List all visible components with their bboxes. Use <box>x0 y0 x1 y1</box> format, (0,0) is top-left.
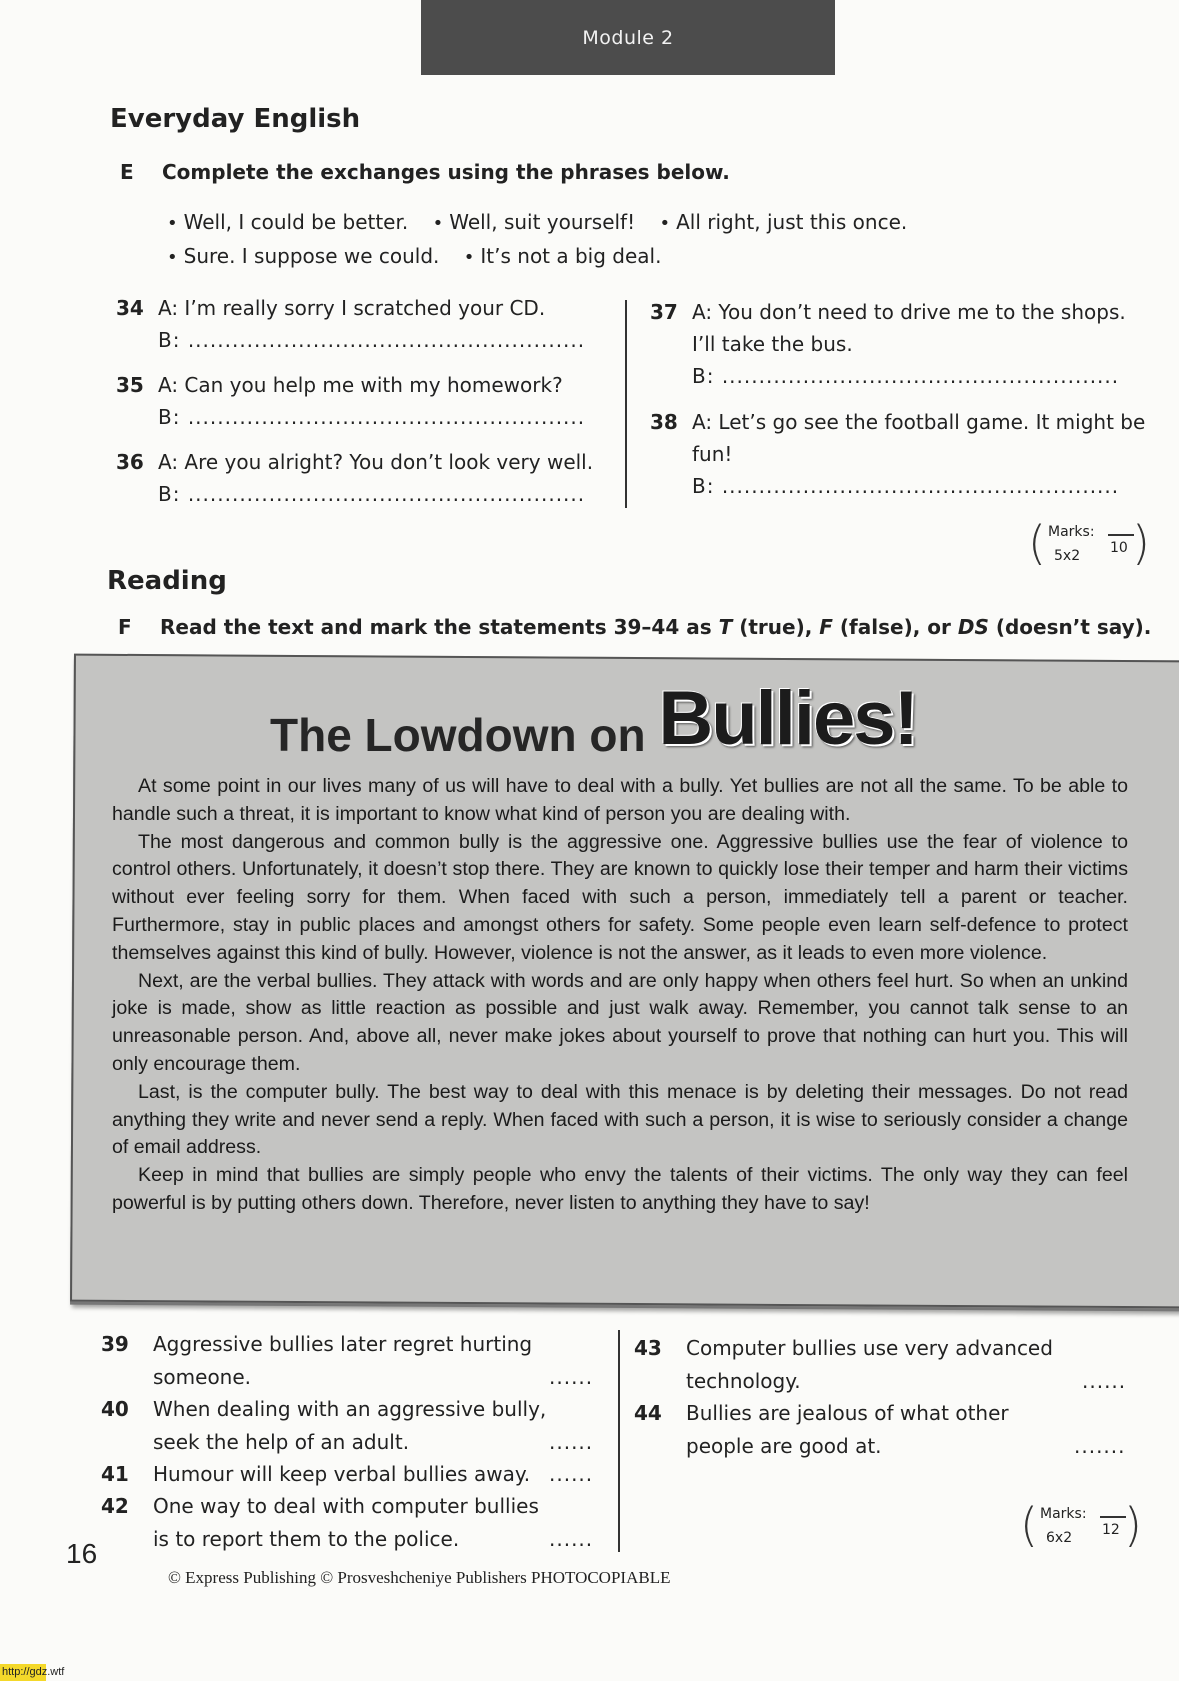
section-title-reading: Reading <box>107 566 227 596</box>
statement-text-cont: is to report them to the police. <box>153 1526 460 1551</box>
marks-blank[interactable] <box>1100 1516 1126 1518</box>
answer-blank[interactable]: ....... <box>1074 1434 1126 1458</box>
answer-line-b[interactable]: B: ...................................................... <box>158 328 586 352</box>
marks-box-f: ( Marks: 6x2 12 ) <box>1020 1498 1142 1552</box>
section-title-everyday-english: Everyday English <box>110 104 361 134</box>
phrase: It’s not a big deal. <box>480 244 662 268</box>
phrase: Well, I could be better. <box>183 210 409 234</box>
article-title <box>270 675 1030 762</box>
statement-39 <box>101 1328 601 1398</box>
article-title-big: Bullies! <box>658 676 917 761</box>
exchange-a-cont: I’ll take the bus. <box>692 332 853 356</box>
statement-text: When dealing with an aggressive bully, <box>153 1397 547 1421</box>
exchange-a: A: Can you help me with my homework? <box>158 373 563 397</box>
marks-multiplier: 5x2 <box>1054 548 1081 564</box>
article-paragraph: The most dangerous and common bully is the aggressive one. Aggressive bullies use the fear of violence to control others. Unfortunately, it doesn’t stop there. They are known to quickly lose their temper and harm their victims without ever feeling sorry for them. When faced with such a person, immediately tell a parent or teacher. Furthermore, stay in public places and amongst others for safety. Some people even learn self-defence to protect themselves against this kind of bully. However, violence is not the answer, as it leads to even more violence. <box>112 830 1128 964</box>
statement-text-cont: seek the help of an adult. <box>153 1429 410 1454</box>
answer-blank[interactable]: ...... <box>549 1527 594 1551</box>
watermark-link[interactable]: http://gdz.wtf <box>0 1664 46 1681</box>
marks-blank[interactable] <box>1108 534 1134 536</box>
exchange-number: 37 <box>650 300 678 324</box>
statement-text-cont: someone. <box>153 1364 252 1389</box>
page-number: 16 <box>66 1538 98 1569</box>
statement-number: 40 <box>101 1397 129 1421</box>
answer-blank[interactable]: ...... <box>549 1430 594 1454</box>
copyright-notice: © Express Publishing © Prosveshcheniye Publishers PHOTOCOPIABLE <box>168 1568 671 1587</box>
answer-blank[interactable]: ...... <box>549 1462 594 1486</box>
answer-line-b[interactable]: B: ...................................................... <box>158 482 586 506</box>
statement-number: 44 <box>634 1401 662 1425</box>
marks-multiplier: 6x2 <box>1046 1530 1073 1546</box>
exchange-34 <box>116 292 616 356</box>
instruction-f: F Read the text and mark the statements 39–44 as T (true), F (false), or DS (doesn’t say). <box>118 615 1152 639</box>
exchange-a: A: Are you alright? You don’t look very well. <box>158 450 594 474</box>
article-paragraph: Next, are the verbal bullies. They attack with words and are only happy when others feel hurt. So when an unkind joke is made, show as little reaction as possible and just walk away. Remember, you cannot talk sense to an unreasonable person. And, above all, never make jokes about yourself to prove that nothing can hurt you. This will only encourage them. <box>112 969 1128 1075</box>
column-divider <box>618 1330 620 1552</box>
statement-text: Computer bullies use very advanced <box>686 1336 1053 1360</box>
phrases-row-2 <box>167 244 679 268</box>
statement-number: 43 <box>634 1336 662 1360</box>
exchange-38 <box>650 406 1150 502</box>
phrase: All right, just this once. <box>676 210 908 234</box>
statement-43 <box>634 1332 1144 1402</box>
module-header <box>421 0 835 75</box>
exchange-number: 34 <box>116 296 144 320</box>
answer-blank[interactable]: ...... <box>1082 1369 1127 1393</box>
instruction-text: Complete the exchanges using the phrases below. <box>162 160 730 184</box>
exchange-36 <box>116 446 616 510</box>
bullet-icon: • <box>167 247 178 268</box>
statement-text-cont: technology. <box>686 1368 801 1393</box>
statement-text: Aggressive bullies later regret hurting <box>153 1332 533 1356</box>
exchange-a: A: I’m really sorry I scratched your CD. <box>158 296 546 320</box>
marks-label: Marks: <box>1040 1506 1087 1522</box>
statement-41 <box>101 1458 601 1491</box>
answer-line-b[interactable]: B: ...................................................... <box>692 474 1120 498</box>
module-label: Module 2 <box>582 26 674 49</box>
marks-total: 12 <box>1102 1522 1120 1538</box>
statement-text: One way to deal with computer bullies <box>153 1494 539 1518</box>
exercise-letter: E <box>120 160 134 184</box>
article-title-small: The Lowdown on <box>270 709 659 761</box>
article-body <box>112 773 1128 1218</box>
statement-42 <box>101 1490 601 1560</box>
article-paragraph: Keep in mind that bullies are simply people who envy the talents of their victims. The only way they can feel powerful is by putting others down. Therefore, never listen to anything they have to say! <box>112 1164 1128 1214</box>
exchange-a: A: Let’s go see the football game. It might be <box>692 410 1146 434</box>
statement-text-cont: people are good at. <box>686 1433 882 1458</box>
statement-number: 39 <box>101 1332 129 1356</box>
answer-line-b[interactable]: B: ...................................................... <box>158 405 586 429</box>
marks-box-e: ( Marks: 5x2 10 ) <box>1028 516 1150 570</box>
column-divider <box>625 300 627 508</box>
exchange-35 <box>116 369 616 433</box>
exchange-number: 35 <box>116 373 144 397</box>
bullet-icon: • <box>167 213 178 234</box>
statement-number: 41 <box>101 1462 129 1486</box>
instruction-e <box>120 160 730 184</box>
exercise-letter: F <box>118 615 132 639</box>
answer-line-b[interactable]: B: ...................................................... <box>692 364 1120 388</box>
exchange-37 <box>650 296 1150 392</box>
marks-total: 10 <box>1110 540 1128 556</box>
article-paragraph: At some point in our lives many of us will have to deal with a bully. Yet bullies are not all the same. To be able to handle such a threat, it is important to know what kind of person you are dealing with. <box>112 775 1128 825</box>
exchange-number: 38 <box>650 410 678 434</box>
exchange-a-cont: fun! <box>692 442 733 466</box>
statement-number: 42 <box>101 1494 129 1518</box>
statement-44 <box>634 1397 1144 1467</box>
bullet-icon: • <box>463 247 475 268</box>
statement-40 <box>101 1393 601 1463</box>
answer-blank[interactable]: ...... <box>549 1365 594 1389</box>
exchange-a: A: You don’t need to drive me to the shops. <box>692 300 1126 324</box>
bullet-icon: • <box>659 213 671 234</box>
article-paragraph: Last, is the computer bully. The best way to deal with this menace is by deleting their messages. Do not read anything they write and never send a reply. When faced with such a person, it is wise to seriously consider a change of email address. <box>112 1080 1128 1159</box>
phrase: Well, suit yourself! <box>449 210 636 234</box>
exchange-number: 36 <box>116 450 144 474</box>
statement-text: Humour will keep verbal bullies away. <box>153 1462 531 1486</box>
phrases-row-1 <box>167 210 925 234</box>
marks-label: Marks: <box>1048 524 1095 540</box>
phrase: Sure. I suppose we could. <box>183 244 440 268</box>
statement-text: Bullies are jealous of what other <box>686 1401 1009 1425</box>
bullet-icon: • <box>432 213 444 234</box>
